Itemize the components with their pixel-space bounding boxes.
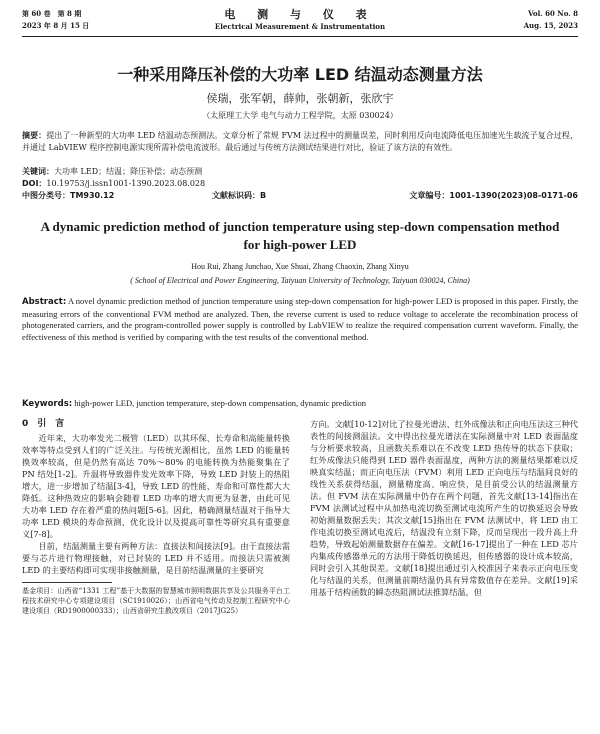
journal-name (22, 8, 578, 32)
left-column (22, 418, 290, 616)
volume-issue: 第 60 卷 第 8 期 (22, 9, 82, 18)
abstract-cn (22, 130, 578, 153)
section-heading: 0 引 言 (22, 419, 65, 429)
intro-paragraph-2: 目前，结温测量主要有两种方法：直接法和间接法[9]。由于直接法需要与芯片进行物理接触，对已封装的 LED 并不适用。而接法只需被测 LED 的主要结构即可实现非接触测量，是目前结温测量的主要研究 (22, 541, 290, 575)
affiliation-cn: （太原理工大学 电气与动力工程学院，太原 030024） (202, 111, 398, 120)
funding-footnote: 基金项目：山西省“1331 工程”基于大数据的智慧城市照明数据共享及公共服务平台工程技术研究中心专项建设项目（SC1910026）；山西省电气传动及控制工程研究中心建设项目（RD1900000333）；山西省研究生教改项目（2017JG25） (22, 587, 290, 615)
document-code: 文献标识码：B (212, 191, 267, 200)
doi-text: 10.19753/j.issn1001-1390.2023.08.028 (46, 179, 206, 188)
paper-title-en: A dynamic prediction method of junction temperature using step-down compensation method for high-power LED (40, 219, 560, 252)
abstract-en (22, 296, 578, 343)
intro-paragraph-1: 近年来，大功率发光二极管（LED）以其环保、长寿命和高能量转换效率等特点受到人们的广泛关注。与传统光源相比，虽然 LED 的能量转换效率较高，但是仍然有高达 70%～80% 的电能转换为热能聚集在了 PN 结处[1-2]。升温将导致器件发光效率下降，导致 LED 封装上的热阻增大，进一步增加了结温[3-4]，导致 LED 的性能、寿命和可靠性都大大降低。这种热效应的影响会随着 LED 功率的增大而更为显著，由此可见大功率 LED 存在着严重的热问题[5-6]。因此，精确测量结温对于指导大功率 LED 模块的寿命预测、优化设计以及提高可靠性等研究具有重要意义[7-8]。 (22, 433, 290, 539)
intro-paragraph-3: 方向。文献[10-12]对比了拉曼光谱法、红外成像法和正向电压法这三种代表性的间接测温法。文中得出拉曼光谱法在实际测量中对 LED 表面温度与分析要求较高，且函数关系难以在不改变 LED 热传导的状态下获取；红外成像法只能得到 LED 器件表面温度，两种方法的测量结果都难以反映真实结温；而正向电压法（FVM）利用 LED 正向电压与结温间良好的线性关系获得结温，测量精度高、响应快，是目前受公认的结温测量方法。但 FVM 法在实际测量中仍存在两个问题，首先文献[13-14]指出在 FVM 法测试过程中从加热电流切换至测试电流所产生的切换延迟会导致初始测量数据丢失；其次文献[15]指出在 FVM 法测试中，将 LED 由工作电流切换至测试电流后，结温没有立刻下降，反而呈现出一段升高上升趋势，导致起始测量数据存在偏差。文献[16-17]提出了一种在 LED 芯片内集成传感器单元的方法用于降低切换延迟，但传感器的设计成本较高，同时会引入其他误差。文献[18]提出通过引入校准因子来表示正向电压变化与结温的关系，但测量前期结温仍具有异常数值存在差异。文献[19]采用基于结构函数的瞬态热阻测试法推算结温，但 (310, 419, 578, 597)
authors-cn: 侯瑞，张军朝，薛帅，张朝新，张欣宇 (206, 92, 394, 105)
keywords-en-text: high-power LED, junction temperature, step-down compensation, dynamic prediction (74, 398, 367, 408)
affiliation-en: ( School of Electrical and Power Engineering, Taiyuan University of Technology, Taiyuan 030024, China) (130, 276, 470, 285)
abstract-en-label: Abstract: (22, 297, 67, 307)
keywords-cn (22, 166, 578, 178)
volume-info-en (524, 8, 578, 32)
publish-date-en: Aug. 15, 2023 (523, 21, 578, 30)
keywords-en-label: Keywords: (22, 399, 73, 409)
keywords-cn-text: 大功率 LED；结温；降压补偿；动态预测 (54, 167, 203, 176)
publish-date-cn: 2023 年 8 月 15 日 (22, 21, 90, 30)
doi-label: DOI： (22, 179, 47, 188)
abstract-cn-label: 摘要： (22, 131, 47, 140)
abstract-en-text: A novel dynamic prediction method of junction temperature using step-down compensation for high-power LED is proposed in this paper. Firstly, the measuring errors of the conventional FVM method are analyzed. Then, the reverse current is used to reduce voltage to accelerate the recombination process of photogenerated carriers, and the program-controlled power supply is controlled by LabVIEW to realize the required compensation current waveform. Finally, the effectiveness of this method is verified by comparing with the test results of the conventional method. (22, 296, 578, 342)
keywords-en (22, 398, 578, 411)
article-number: 文章编号：1001-1390(2023)08-0171-06 (409, 191, 578, 200)
volume-issue-en: Vol. 60 No. 8 (528, 9, 578, 18)
abstract-cn-text: 提出了一种新型的大功率 LED 结温动态预测法。文章分析了常规 FVM 法过程中的测量误差，同时利用反向电流降低电压加速光生载流子复合过程，并通过 LabVIEW 程序控制电源实现所需补偿电流波形。最后通过与传统方法测试结果进行对比，验证了该方法的有效性。 (22, 131, 578, 152)
classification-row (22, 190, 578, 202)
clc-number: 中图分类号：TM930.12 (22, 191, 115, 200)
paper-title-cn: 一种采用降压补偿的大功率 LED 结温动态测量方法 (117, 65, 483, 84)
journal-name-cn: 电 测 与 仪 表 (224, 8, 376, 21)
journal-name-en: Electrical Measurement & Instrumentation (214, 22, 386, 31)
keywords-cn-label: 关键词： (22, 167, 54, 176)
header-rule (22, 36, 578, 37)
right-column (310, 418, 578, 598)
footnote-rule (22, 582, 112, 583)
authors-en: Hou Rui, Zhang Junchao, Xue Shuai, Zhang Chaoxin, Zhang Xinyu (191, 262, 409, 271)
doi (22, 178, 578, 190)
